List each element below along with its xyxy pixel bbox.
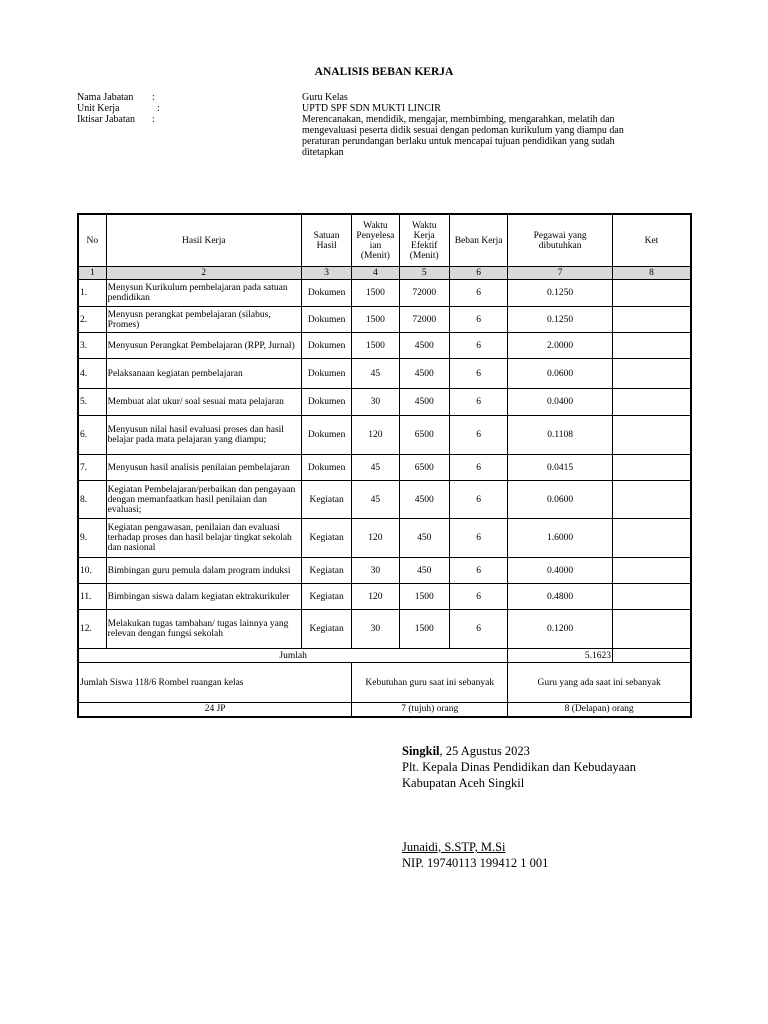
cell-hasil: Menyusun nilai hasil evaluasi proses dan hasil belajar pada mata pelajaran yang diampu;	[106, 416, 301, 455]
cell-waktu_e: 4500	[399, 389, 449, 416]
cell-pegawai: 0.4000	[508, 558, 613, 584]
cell-beban: 6	[449, 359, 507, 389]
total-label: Jumlah	[78, 649, 508, 663]
info-row-iktisar	[77, 114, 637, 158]
cell-ket	[612, 481, 691, 519]
cell-waktu_p: 120	[352, 416, 399, 455]
cell-no: 2.	[78, 307, 106, 333]
cell-waktu_e: 1500	[399, 610, 449, 649]
info-value: Merencanakan, mendidik, mengajar, membimbing, mengarahkan, melatih dan mengevaluasi peserta didik sesuai dengan pedoman kurikulum yang diampu dan peraturan perundangan berlaku untuk mencapai tujuan pendidikan yang sudah ditetapkan	[302, 114, 624, 158]
cell-no: 8.	[78, 481, 106, 519]
summary-ada-value: 8 (Delapan) orang	[508, 703, 691, 717]
cell-pegawai: 0.1108	[508, 416, 613, 455]
cell-satuan: Kegiatan	[301, 584, 351, 610]
table-row	[78, 481, 691, 519]
cell-hasil: Kegiatan Pembelajaran/perbaikan dan pengayaan dengan memanfaatkan hasil penilaian dan evaluasi;	[106, 481, 301, 519]
workload-table	[77, 213, 692, 718]
column-header: Hasil Kerja	[106, 214, 301, 267]
signature-name: Junaidi, S.STP, M.Si	[402, 840, 506, 854]
table-row	[78, 416, 691, 455]
cell-satuan: Kegiatan	[301, 610, 351, 649]
column-header: Satuan Hasil	[301, 214, 351, 267]
cell-waktu_p: 45	[352, 481, 399, 519]
cell-beban: 6	[449, 584, 507, 610]
cell-waktu_p: 1500	[352, 307, 399, 333]
info-label: Unit Kerja	[77, 103, 120, 114]
info-colon: :	[152, 92, 155, 103]
cell-hasil: Menyusun hasil analisis penilaian pembelajaran	[106, 455, 301, 481]
info-row-jabatan	[77, 92, 637, 103]
cell-waktu_e: 72000	[399, 307, 449, 333]
signature-nip: NIP. 19740113 199412 1 001	[402, 856, 549, 870]
cell-beban: 6	[449, 307, 507, 333]
cell-ket	[612, 558, 691, 584]
signature-position: Plt. Kepala Dinas Pendidikan dan Kebudayaan	[402, 760, 636, 774]
summary-siswa-label: Jumlah Siswa 118/6 Rombel ruangan kelas	[78, 663, 352, 703]
table-row	[78, 359, 691, 389]
cell-satuan: Kegiatan	[301, 481, 351, 519]
cell-pegawai: 0.4800	[508, 584, 613, 610]
cell-beban: 6	[449, 416, 507, 455]
column-header: Waktu Kerja Efektif (Menit)	[399, 214, 449, 267]
cell-ket	[612, 307, 691, 333]
cell-waktu_e: 6500	[399, 455, 449, 481]
signature-name-block	[402, 839, 548, 871]
column-header: Ket	[612, 214, 691, 267]
cell-no: 5.	[78, 389, 106, 416]
cell-beban: 6	[449, 610, 507, 649]
info-value: Guru Kelas	[302, 92, 348, 103]
table-row	[78, 584, 691, 610]
cell-hasil: Melakukan tugas tambahan/ tugas lainnya yang relevan dengan fungsi sekolah	[106, 610, 301, 649]
column-header: Beban Kerja	[449, 214, 507, 267]
total-row	[78, 649, 691, 663]
cell-waktu_p: 45	[352, 359, 399, 389]
summary-value-row	[78, 703, 691, 717]
cell-hasil: Membuat alat ukur/ soal sesuai mata pelajaran	[106, 389, 301, 416]
column-number: 7	[508, 267, 613, 280]
cell-waktu_p: 45	[352, 455, 399, 481]
cell-ket	[612, 333, 691, 359]
table-row	[78, 333, 691, 359]
cell-ket	[612, 610, 691, 649]
cell-pegawai: 0.1250	[508, 307, 613, 333]
cell-waktu_e: 450	[399, 519, 449, 558]
cell-satuan: Kegiatan	[301, 558, 351, 584]
signature-city: Singkil	[402, 744, 440, 758]
cell-hasil: Pelaksanaan kegiatan pembelajaran	[106, 359, 301, 389]
column-number: 6	[449, 267, 507, 280]
summary-jp-value: 24 JP	[78, 703, 352, 717]
cell-ket	[612, 359, 691, 389]
cell-hasil: Bimbingan siswa dalam kegiatan ektrakurikuler	[106, 584, 301, 610]
cell-satuan: Dokumen	[301, 455, 351, 481]
cell-no: 12.	[78, 610, 106, 649]
cell-no: 10.	[78, 558, 106, 584]
cell-ket	[612, 280, 691, 307]
cell-no: 6.	[78, 416, 106, 455]
table-row	[78, 558, 691, 584]
cell-no: 4.	[78, 359, 106, 389]
cell-satuan: Dokumen	[301, 416, 351, 455]
cell-no: 3.	[78, 333, 106, 359]
column-header: Waktu Penyelesa ian (Menit)	[352, 214, 399, 267]
document-title: ANALISIS BEBAN KERJA	[314, 66, 454, 78]
cell-waktu_p: 120	[352, 519, 399, 558]
cell-ket	[612, 519, 691, 558]
cell-pegawai: 0.1200	[508, 610, 613, 649]
cell-waktu_e: 4500	[399, 481, 449, 519]
header-row	[78, 214, 691, 267]
cell-hasil: Menyusn perangkat pembelajaran (silabus, Promes)	[106, 307, 301, 333]
cell-waktu_e: 4500	[399, 359, 449, 389]
cell-beban: 6	[449, 519, 507, 558]
cell-no: 11.	[78, 584, 106, 610]
signature-region: Kabupatan Aceh Singkil	[402, 776, 525, 790]
cell-waktu_p: 30	[352, 558, 399, 584]
cell-beban: 6	[449, 455, 507, 481]
cell-pegawai: 0.0415	[508, 455, 613, 481]
cell-waktu_e: 4500	[399, 333, 449, 359]
cell-satuan: Dokumen	[301, 389, 351, 416]
cell-hasil: Kegiatan pengawasan, penilaian dan evaluasi terhadap proses dan hasil belajar tingkat sekolah dan nasional	[106, 519, 301, 558]
summary-kebutuhan-value: 7 (tujuh) orang	[352, 703, 508, 717]
cell-waktu_e: 1500	[399, 584, 449, 610]
info-colon: :	[157, 103, 160, 114]
table-row	[78, 307, 691, 333]
cell-waktu_p: 30	[352, 610, 399, 649]
column-number: 4	[352, 267, 399, 280]
table-row	[78, 280, 691, 307]
column-number: 8	[612, 267, 691, 280]
total-value: 5.1623	[508, 649, 613, 663]
cell-waktu_p: 1500	[352, 280, 399, 307]
info-colon: :	[152, 114, 155, 125]
cell-waktu_p: 1500	[352, 333, 399, 359]
info-label: Iktisar Jabatan	[77, 114, 136, 125]
job-info	[77, 92, 637, 158]
table-row	[78, 519, 691, 558]
cell-satuan: Dokumen	[301, 307, 351, 333]
cell-beban: 6	[449, 558, 507, 584]
cell-no: 9.	[78, 519, 106, 558]
cell-ket	[612, 389, 691, 416]
cell-pegawai: 2.0000	[508, 333, 613, 359]
signature-date: , 25 Agustus 2023	[439, 744, 530, 758]
info-value: UPTD SPF SDN MUKTI LINCIR	[302, 103, 441, 114]
cell-ket	[612, 455, 691, 481]
cell-satuan: Dokumen	[301, 359, 351, 389]
cell-satuan: Kegiatan	[301, 519, 351, 558]
cell-satuan: Dokumen	[301, 280, 351, 307]
cell-beban: 6	[449, 389, 507, 416]
cell-beban: 6	[449, 481, 507, 519]
cell-waktu_e: 72000	[399, 280, 449, 307]
cell-beban: 6	[449, 280, 507, 307]
cell-hasil: Menyusun Perangkat Pembelajaran (RPP, Jurnal)	[106, 333, 301, 359]
column-number: 1	[78, 267, 106, 280]
cell-waktu_e: 6500	[399, 416, 449, 455]
cell-waktu_p: 30	[352, 389, 399, 416]
table-row	[78, 389, 691, 416]
column-header: No	[78, 214, 106, 267]
info-row-unit	[77, 103, 637, 114]
cell-ket	[612, 584, 691, 610]
column-header: Pegawai yang dibutuhkan	[508, 214, 613, 267]
cell-hasil: Menysun Kurikulum pembelajaran pada satuan pendidikan	[106, 280, 301, 307]
signature-block	[402, 743, 636, 791]
cell-waktu_e: 450	[399, 558, 449, 584]
table-row	[78, 455, 691, 481]
summary-ada-label: Guru yang ada saat ini sebanyak	[508, 663, 691, 703]
cell-waktu_p: 120	[352, 584, 399, 610]
column-number: 3	[301, 267, 351, 280]
summary-label-row	[78, 663, 691, 703]
column-number: 5	[399, 267, 449, 280]
cell-beban: 6	[449, 333, 507, 359]
column-number: 2	[106, 267, 301, 280]
cell-pegawai: 1.6000	[508, 519, 613, 558]
table-row	[78, 610, 691, 649]
cell-no: 1.	[78, 280, 106, 307]
summary-kebutuhan-label: Kebutuhan guru saat ini sebanyak	[352, 663, 508, 703]
cell-pegawai: 0.0600	[508, 481, 613, 519]
info-label: Nama Jabatan	[77, 92, 134, 103]
cell-ket	[612, 416, 691, 455]
cell-pegawai: 0.1250	[508, 280, 613, 307]
cell-pegawai: 0.0400	[508, 389, 613, 416]
column-number-row	[78, 267, 691, 280]
cell-pegawai: 0.0600	[508, 359, 613, 389]
total-ket	[612, 649, 691, 663]
cell-hasil: Bimbingan guru pemula dalam program induksi	[106, 558, 301, 584]
cell-no: 7.	[78, 455, 106, 481]
cell-satuan: Dokumen	[301, 333, 351, 359]
